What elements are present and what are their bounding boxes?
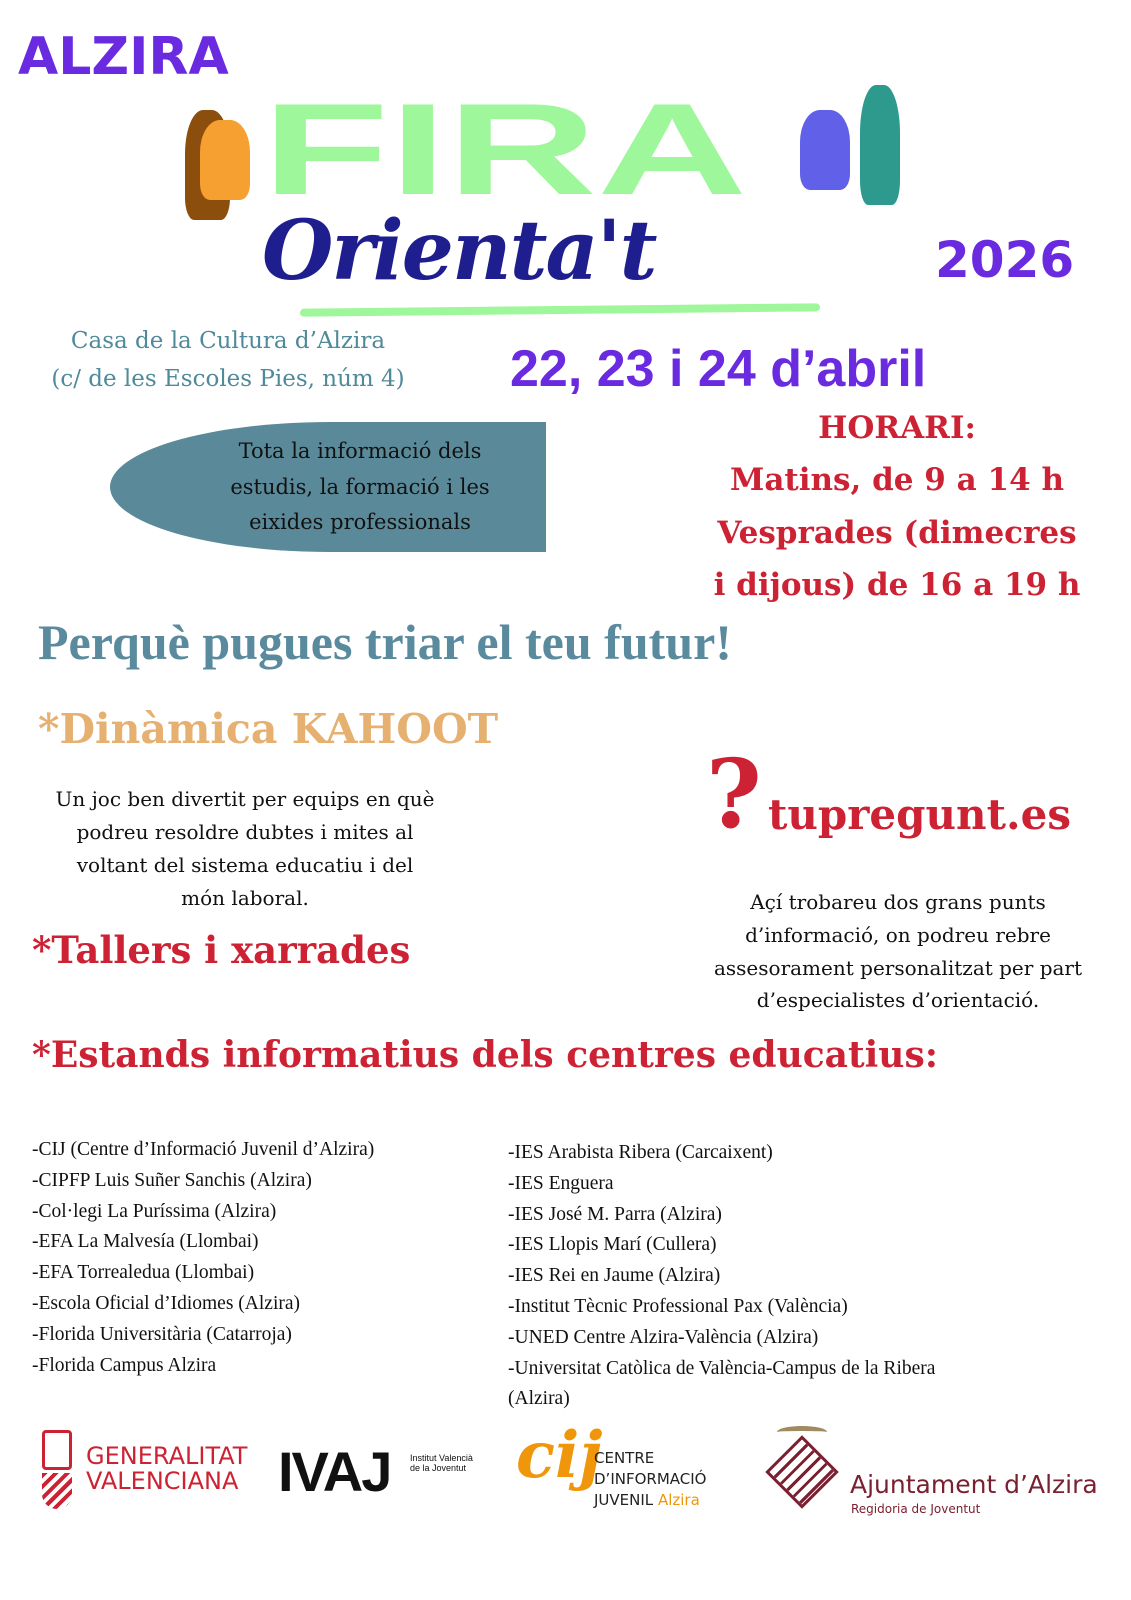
stand-item: -EFA Torrealedua (Llombai) [32, 1262, 255, 1284]
stand-item: -Florida Campus Alzira [32, 1354, 217, 1376]
tupregunt-text: d’informació, on podreu rebre [745, 923, 1051, 947]
kahoot-text: podreu resoldre dubtes i mites al [76, 820, 414, 844]
stand-item: -Universitat Catòlica de València-Campus de la Ribera [508, 1357, 936, 1379]
stand-item: -IES Rei en Jaume (Alzira) [508, 1265, 721, 1287]
gva-logo-text [86, 1444, 247, 1494]
schedule-line: Vesprades (dimecres [717, 515, 1077, 551]
ajuntament-logo-text: Ajuntament d’Alzira [850, 1470, 1098, 1499]
illustration-person-2 [200, 120, 250, 200]
stand-item: -Col·legi La Puríssima (Alzira) [32, 1200, 277, 1222]
schedule-title: HORARI: [818, 410, 976, 446]
ivaj-sub-line: Institut Valencià [410, 1453, 473, 1463]
venue-address: (c/ de les Escoles Pies, núm 4) [51, 366, 405, 392]
slogan: Perquè pugues triar el teu futur! [38, 614, 732, 670]
cij-line: CENTRE [594, 1449, 655, 1467]
event-dates: 22, 23 i 24 d’abril [510, 340, 927, 398]
stand-item: -Escola Oficial d’Idiomes (Alzira) [32, 1293, 301, 1314]
talks-heading: *Tallers i xarrades [32, 928, 411, 972]
ivaj-logo: IVAJ [278, 1440, 391, 1503]
schedule-line: i dijous) de 16 a 19 h [713, 567, 1081, 603]
stand-item: -UNED Centre Alzira-València (Alzira) [508, 1326, 819, 1348]
stand-item: -IES Arabista Ribera (Carcaixent) [508, 1142, 773, 1163]
kahoot-text: voltant del sistema educatiu i del [76, 853, 414, 877]
stand-item: -EFA La Malvesía (Llombai) [32, 1231, 259, 1253]
tupregunt-text: Açí trobareu dos grans punts [750, 890, 1046, 914]
cij-line: D’INFORMACIÓ [594, 1470, 707, 1488]
event-year: 2026 [935, 231, 1075, 289]
stand-item: (Alzira) [508, 1388, 570, 1410]
logo-orientat-script: Orienta't [262, 203, 656, 299]
gva-line: GENERALITAT [86, 1442, 248, 1470]
stand-item: -IES Enguera [508, 1172, 614, 1194]
stand-item: -CIJ (Centre d’Informació Juvenil d’Alzira) [32, 1139, 375, 1160]
stand-item: -CIPFP Luis Suñer Sanchis (Alzira) [32, 1169, 312, 1191]
logo-underline [300, 303, 820, 316]
ivaj-sub-line: de la Joventut [410, 1463, 467, 1473]
kahoot-heading: *Dinàmica KAHOOT [38, 705, 499, 753]
tupregunt-text: assesorament personalitzat per part [713, 956, 1083, 980]
stand-item: -IES José M. Parra (Alzira) [508, 1203, 722, 1225]
cij-line: JUVENIL [594, 1491, 654, 1509]
cij-logo-mark: cij [516, 1418, 603, 1493]
tupregunt-link[interactable]: tupregunt.es [768, 790, 1071, 839]
gva-line: VALENCIANA [86, 1467, 239, 1495]
gva-emblem-icon [42, 1430, 78, 1510]
info-line: eixides professionals [249, 510, 471, 534]
schedule-line: Matins, de 9 a 14 h [730, 462, 1064, 498]
stand-item: -Florida Universitària (Catarroja) [32, 1323, 292, 1345]
logo-fira-text: FIRA [262, 76, 748, 222]
kahoot-text: Un joc ben divertit per equips en què [55, 787, 435, 811]
stands-heading: *Estands informatius dels centres educatius: [32, 1034, 939, 1076]
kahoot-text: món laboral. [181, 886, 309, 910]
illustration-person-4 [860, 85, 900, 205]
tupregunt-text: d’especialistes d’orientació. [756, 988, 1040, 1012]
city-title: ALZIRA [18, 27, 229, 87]
cij-logo-text [594, 1448, 706, 1511]
venue-name: Casa de la Cultura d’Alzira [70, 328, 386, 354]
cij-city: Alzira [657, 1491, 700, 1509]
ajuntament-subtitle: Regidoria de Joventut [851, 1502, 981, 1516]
info-line: estudis, la formació i les [230, 475, 490, 499]
stand-item: -IES Llopis Marí (Cullera) [508, 1234, 717, 1256]
info-line: Tota la informació dels [238, 439, 482, 463]
stand-item: -Institut Tècnic Professional Pax (València) [508, 1296, 848, 1317]
ivaj-subtitle [410, 1453, 473, 1473]
question-mark-icon: ? [706, 739, 762, 850]
illustration-person-3 [800, 110, 850, 190]
alzira-coat-of-arms-icon [770, 1426, 834, 1526]
